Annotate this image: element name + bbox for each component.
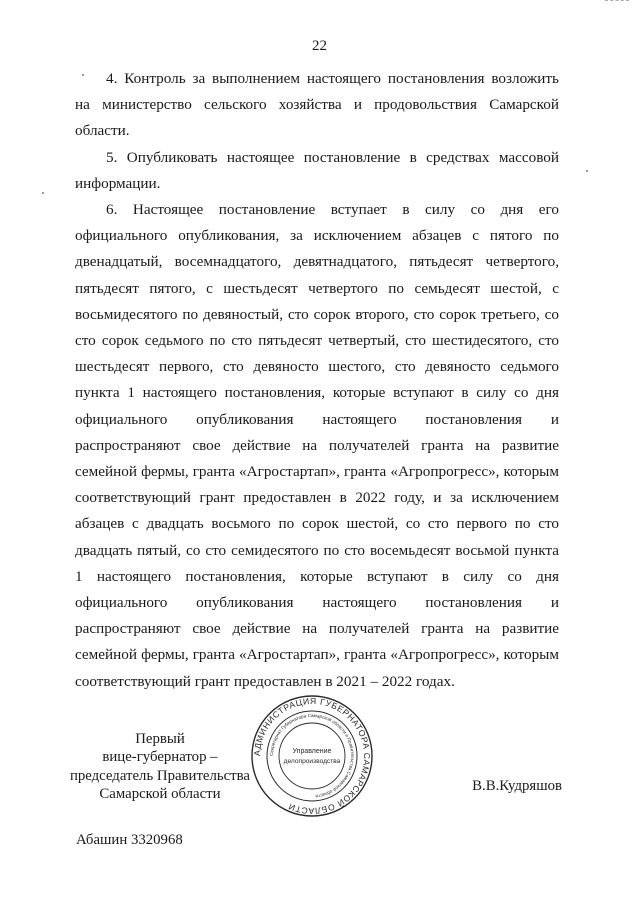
scan-corner-mark <box>605 0 629 3</box>
signatory-name: В.В.Кудряшов <box>472 778 562 794</box>
executor-info: Абашин 3320968 <box>76 832 183 848</box>
position-line: Первый <box>135 731 185 747</box>
page-number: 22 <box>312 38 327 54</box>
official-stamp <box>250 694 374 818</box>
position-line: вице-губернатор – <box>102 749 218 766</box>
stamp-ring-text: АДМИНИСТРАЦИЯ ГУБЕРНАТОРА САМАРСКОЙ ОБЛАСТИ <box>251 695 373 817</box>
position-line: председатель Правительства <box>69 767 251 784</box>
document-body <box>75 66 559 695</box>
paragraph-5: 5. Опубликовать настоящее постановление в средствах массовой информации. <box>75 148 559 192</box>
paragraph-6: 6. Настоящее постановление вступает в силу со дня его официального опубликования, за исключением абзацев с пятого по двенадцатый, восемнадцатого, девятнадцатого, пятьдесят четвертого, пятьдесят пятого, с шестьдесят четвертого по семьдесят шестой, с восьмидесятого по девяностый, сто сорок второго, сто сорок третьего, со сто сорок седьмого по сто пятьдесят четвертый, сто шестидесятого, сто шестьдесят первого, сто девяносто шестого, сто девяносто седьмого пункта 1 настоящего постановления, которые вступают в силу со дня официального опубликования настоящего постановления и распространяют свое действие на получателей гранта на развитие семейной фермы, гранта «Агростартап», гранта «Агропрогресс», которым соответствующий грант предоставлен в 2022 году, и за исключением абзацев с двадцать восьмого по сорок шестой, со сто первого по сто двадцать пятый, со сто семидесятого по сто восемьдесят восьмой пункта 1 настоящего постановления, которые вступают в силу со дня официального опубликования настоящего постановления и распространяют свое действие на получателей гранта на развитие семейной фермы, гранта «Агростартап», гранта «Агропрогресс», которым соответствующий грант предоставлен в 2021 – 2022 годах. <box>75 201 559 690</box>
stamp-center-line: делопроизводства <box>283 758 341 765</box>
position-line: Самарской области <box>99 786 221 803</box>
stamp-inner-ring-text: Секретариат Губернатора Самарской области и Правительства Самарской области <box>268 712 356 799</box>
stamp-center-line: Управление <box>292 748 332 755</box>
scan-speck <box>586 170 588 172</box>
paragraph-4: 4. Контроль за выполнением настоящего постановления возложить на министерство сельского хозяйства и продовольствия Самарской области. <box>75 70 559 140</box>
svg-text:Секретариат Губернатора Самарс <box>269 713 355 799</box>
signatory-position <box>60 730 260 804</box>
scan-speck <box>42 192 44 194</box>
